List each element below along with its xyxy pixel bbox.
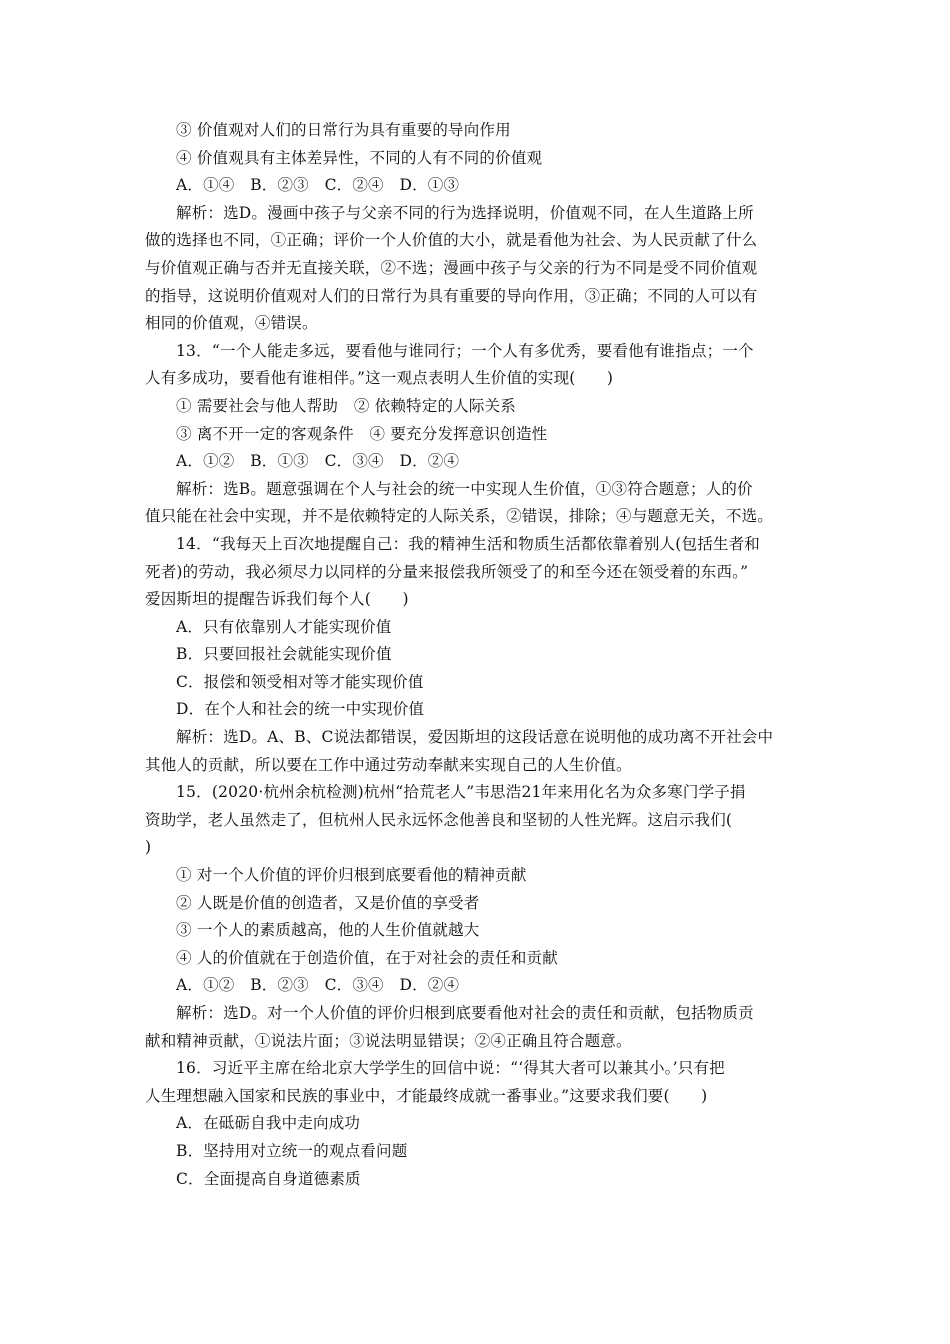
text-line: B．坚持用对立统一的观点看问题 — [176, 1141, 408, 1160]
text-line: 做的选择也不同，①正确；评价一个人价值的大小，就是看他为社会、为人民贡献了什么 — [145, 231, 758, 250]
text-line: 16．习近平主席在给北京大学学生的回信中说：“‘得其大者可以兼其小。’只有把 — [176, 1059, 725, 1078]
text-line: 爱因斯坦的提醒告诉我们每个人( ) — [145, 590, 409, 609]
text-line: C．报偿和领受相对等才能实现价值 — [176, 672, 424, 691]
text-line: 与价值观正确与否并无直接关联，②不选；漫画中孩子与父亲的行为不同是受不同价值观 — [145, 258, 758, 277]
text-line: 资助学，老人虽然走了，但杭州人民永远怀念他善良和坚韧的人性光辉。这启示我们( — [145, 810, 733, 829]
text-line: A．①④ B．②③ C．②④ D．①③ — [176, 176, 460, 195]
text-line: 15．(2020·杭州余杭检测)杭州“拾荒老人”韦思浩21年来用化名为众多寒门学子捐 — [176, 783, 746, 802]
text-line: ③ 一个人的素质越高，他的人生价值就越大 — [176, 921, 480, 940]
text-line: 人有多成功，要看他有谁相伴。”这一观点表明人生价值的实现( ) — [145, 369, 614, 388]
text-line: 的指导，这说明价值观对人们的日常行为具有重要的导向作用，③正确；不同的人可以有 — [145, 286, 758, 305]
text-line: 解析：选B。题意强调在个人与社会的统一中实现人生价值，①③符合题意；人的价 — [176, 479, 753, 498]
text-line: 解析：选D。对一个人价值的评价归根到底要看他对社会的责任和贡献，包括物质贡 — [176, 1004, 754, 1022]
text-line: 值只能在社会中实现，并不是依赖特定的人际关系，②错误，排除；④与题意无关，不选。 — [145, 507, 774, 526]
text-line: 献和精神贡献，①说法片面；③说法明显错误；②④正确且符合题意。 — [145, 1031, 632, 1050]
text-line: ① 对一个人价值的评价归根到底要看他的精神贡献 — [176, 866, 527, 885]
text-line: A．①② B．①③ C．③④ D．②④ — [176, 452, 460, 471]
text-line: ① 需要社会与他人帮助 ② 依赖特定的人际关系 — [176, 396, 516, 415]
text-line: ③ 价值观对人们的日常行为具有重要的导向作用 — [176, 121, 511, 139]
text-line: 人生理想融入国家和民族的事业中，才能最终成就一番事业。”这要求我们要( ) — [145, 1086, 708, 1105]
text-line: ④ 人的价值就在于创造价值，在于对社会的责任和贡献 — [176, 948, 558, 967]
text-line: 相同的价值观，④错误。 — [145, 314, 318, 333]
text-line: A．在砥砺自我中走向成功 — [176, 1114, 361, 1133]
text-line: ) — [145, 838, 152, 857]
text-line: 14．“我每天上百次地提醒自己：我的精神生活和物质生活都依靠着别人(包括生者和 — [176, 534, 760, 553]
text-line: D．在个人和社会的统一中实现价值 — [176, 700, 425, 719]
document-page — [145, 117, 815, 1193]
text-line: ③ 离不开一定的客观条件 ④ 要充分发挥意识创造性 — [176, 424, 548, 443]
text-line: ② 人既是价值的创造者，又是价值的享受者 — [176, 893, 480, 912]
text-line: 其他人的贡献，所以要在工作中通过劳动奉献来实现自己的人生价值。 — [145, 755, 632, 774]
text-line: 死者)的劳动，我必须尽力以同样的分量来报偿我所领受了的和至今还在领受着的东西。” — [145, 562, 749, 581]
text-line: A．①② B．②③ C．③④ D．②④ — [176, 976, 460, 995]
text-line: ④ 价值观具有主体差异性，不同的人有不同的价值观 — [176, 148, 543, 167]
text-line: 解析：选D。A、B、C说法都错误，爱因斯坦的这段话意在说明他的成功离不开社会中 — [176, 728, 774, 747]
text-line: B．只要回报社会就能实现价值 — [176, 645, 392, 664]
text-line: A．只有依靠别人才能实现价值 — [176, 617, 392, 636]
text-line: 解析：选D。漫画中孩子与父亲不同的行为选择说明，价值观不同，在人生道路上所 — [176, 203, 754, 222]
text-line: 13．“一个人能走多远，要看他与谁同行；一个人有多优秀，要看他有谁指点；一个 — [176, 341, 754, 360]
text-line: C．全面提高自身道德素质 — [176, 1169, 361, 1188]
